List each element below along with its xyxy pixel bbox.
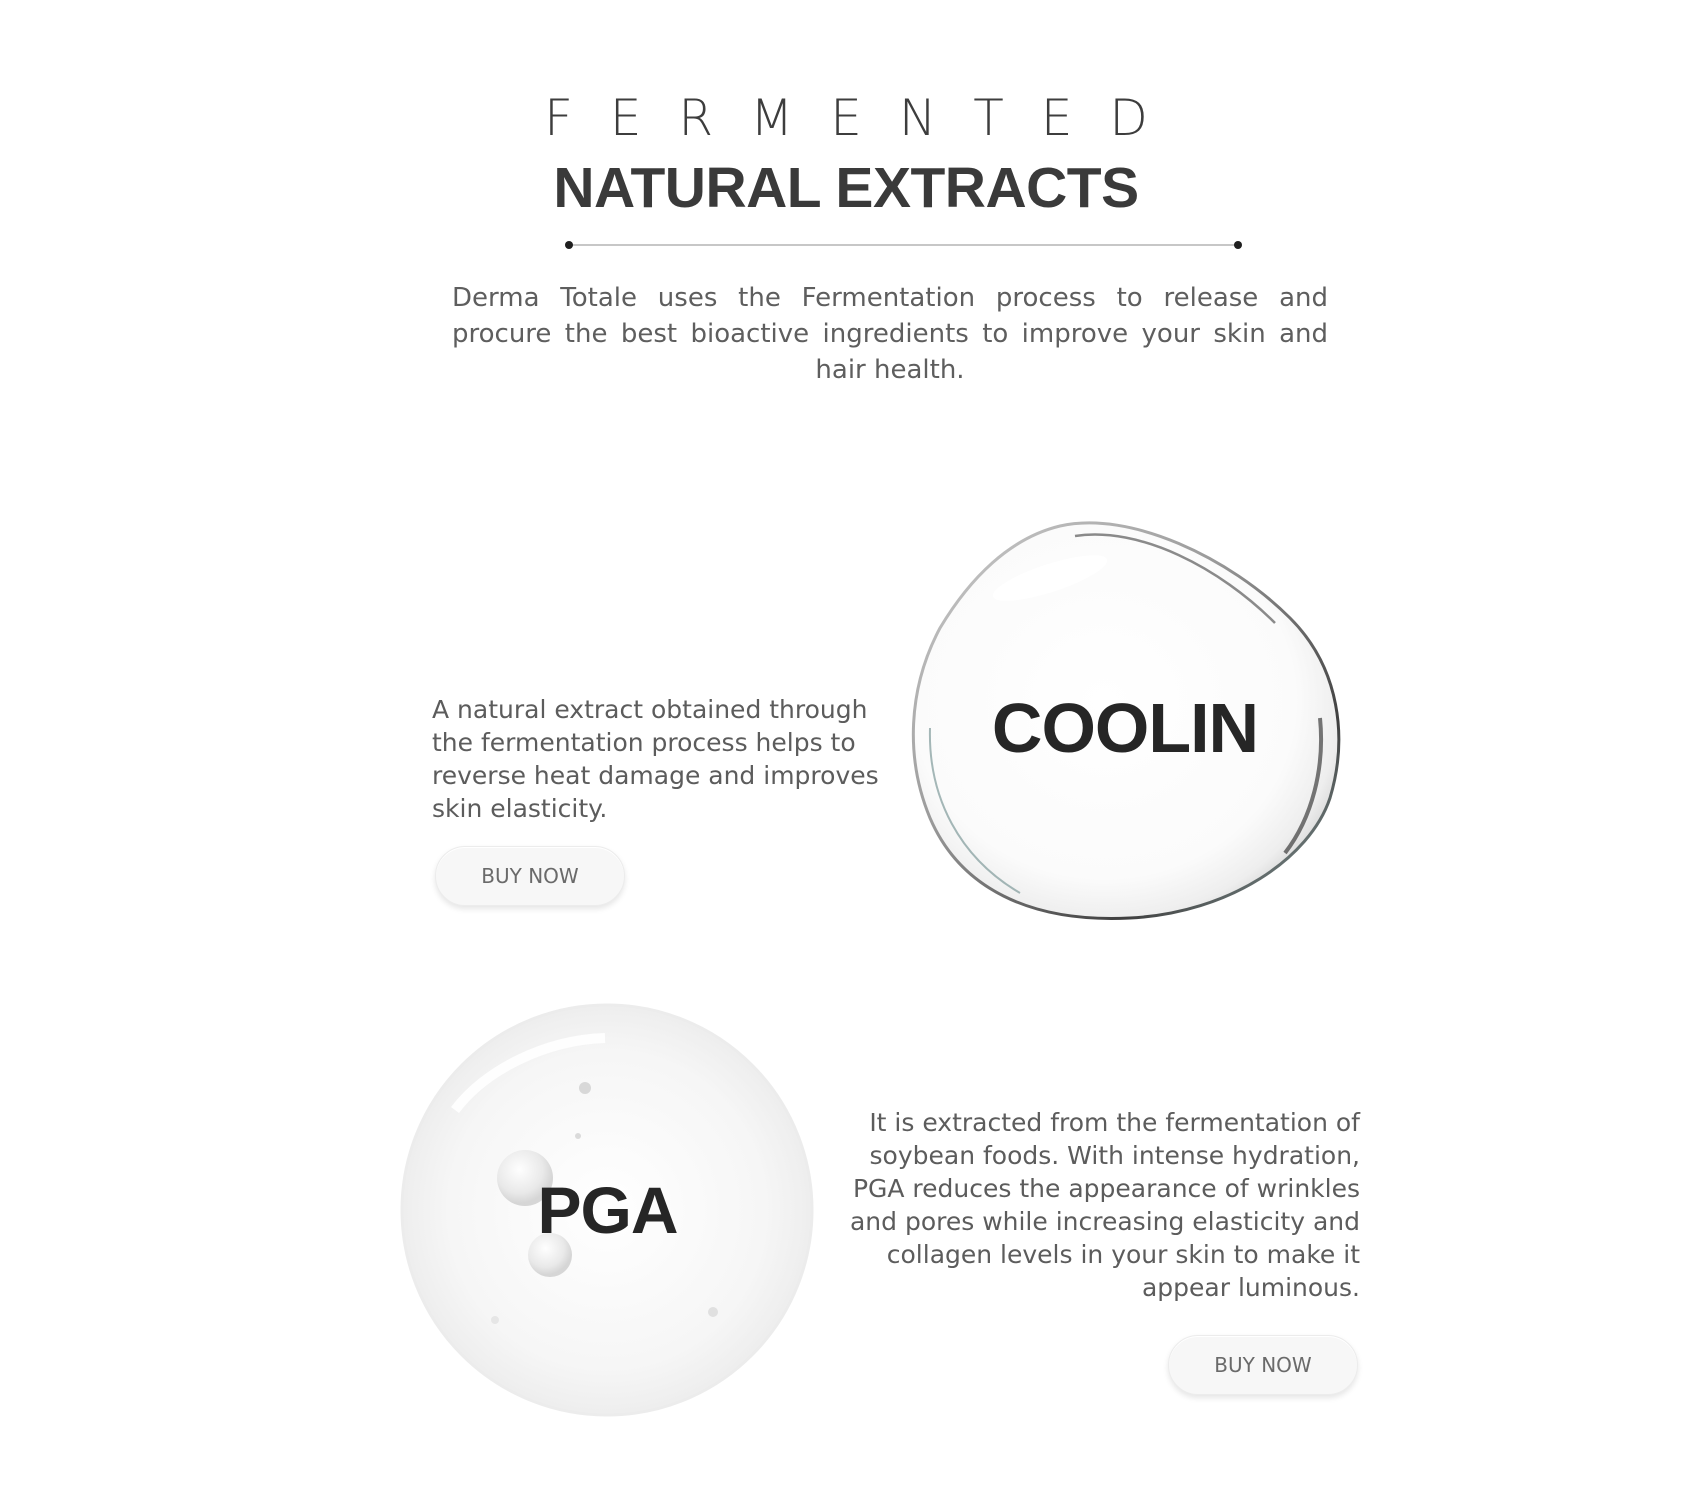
coolin-label: COOLIN xyxy=(991,689,1259,767)
pga-droplet-image xyxy=(395,1000,820,1420)
pga-description: It is extracted from the fermentation of soybean foods. With intense hydration, PGA reduces the appearance of wrinkles and pores while increasing elasticity and collagen levels in your skin to make it appear luminous. xyxy=(849,1108,1360,1302)
divider-line xyxy=(571,244,1236,246)
section-eyebrow: FERMENTED xyxy=(544,89,1185,147)
intro-paragraph: Derma Totale uses the Fermentation process to release and procure the best bioactive ingredients to improve your skin and hair health. xyxy=(452,283,1328,385)
divider-dot-left xyxy=(565,241,573,249)
divider-dot-right xyxy=(1234,241,1242,249)
coolin-droplet-image xyxy=(900,518,1350,928)
pga-label: PGA xyxy=(537,1173,678,1247)
coolin-description: A natural extract obtained through the fermentation process helps to reverse heat damage and improves skin elasticity. xyxy=(432,695,879,823)
coolin-buy-now-button[interactable]: BUY NOW xyxy=(435,846,625,906)
pga-buy-now-button[interactable]: BUY NOW xyxy=(1168,1335,1358,1395)
section-title: NATURAL EXTRACTS xyxy=(553,156,1139,220)
title-divider xyxy=(565,244,1242,246)
